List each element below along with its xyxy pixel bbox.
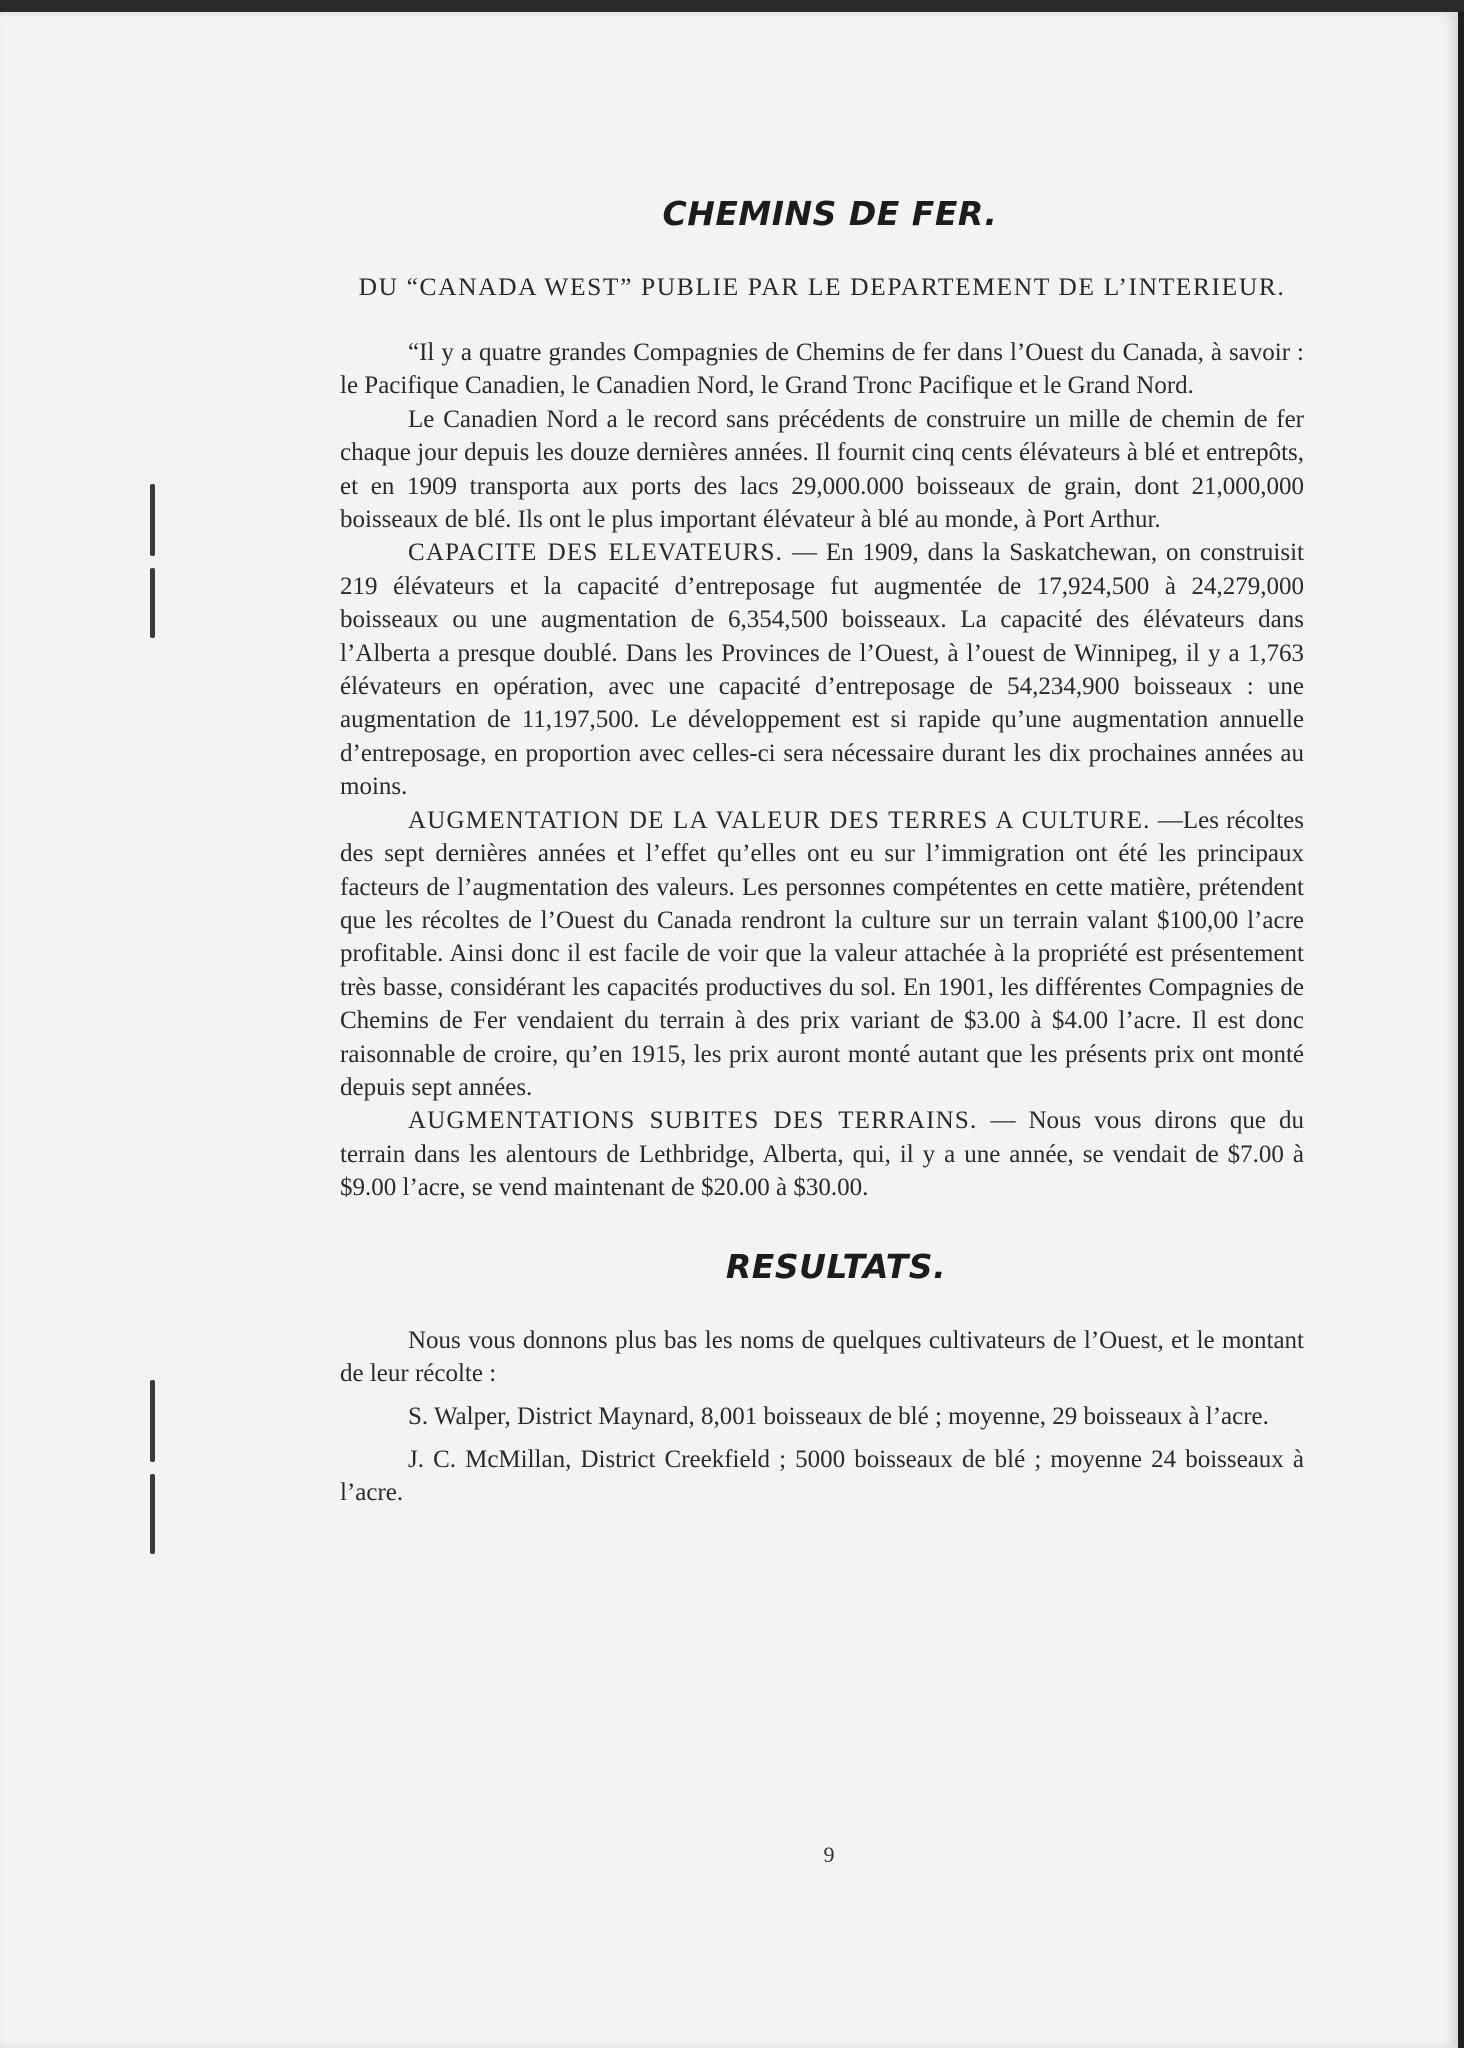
section-text-land-value: —Les récoltes des sept dernières années et l’effet qu’elles ont eu sur l’immigration ont été les principaux facteurs de l’augmentation des valeurs. Les personnes compétentes en cette matière, prétendent que les récoltes de l’Ouest du Canada rendront la culture sur un terrain valant $100,00 l’acre profitable. Ainsi donc il est facile de voir que la valeur attachée à la propriété est présentement très basse, considérant les capacités productives du sol. En 1901, les différentes Compagnies de Chemins de Fer vendaient du terrain à des prix variant de $3.00 à $4.00 l’acre. Il est donc raisonnable de croire, qu’en 1915, les prix auront monté autant que les présents prix ont monté depuis sept années.: [340, 806, 1304, 1101]
results-title: RESULTATS.: [725, 1246, 947, 1286]
section-title-land-value: AUGMENTATION DE LA VALEUR DES TERRES A CULTURE.: [408, 806, 1151, 834]
paragraph-elevators: [340, 536, 1304, 803]
section-title-sudden-increase: AUGMENTATIONS SUBITES DES TERRAINS.: [408, 1107, 978, 1135]
binding-mark-bottom-1: [150, 1380, 155, 1462]
paragraph-land-value: [340, 804, 1304, 1105]
paragraph-canadien-nord: Le Canadien Nord a le record sans précédents de construire un mille de chemin de fer chaque jour depuis les douze dernières années. Il fournit cinq cents élévateurs à blé et entrepôts, et en 1909 transporta aux ports des lacs 29,000.000 boisseaux de grain, dont 21,000,000 boisseaux de blé. Ils ont le plus important élévateur à blé au monde, à Port Arthur.: [340, 405, 1304, 534]
page-number: 9: [823, 1842, 835, 1867]
page-edge-shadow: [1458, 12, 1464, 2048]
binding-mark-top-1: [150, 484, 155, 556]
results-intro: Nous vous donnons plus bas les noms de quelques cultivateurs de l’Ouest, et le montant de leur récolte :: [340, 1326, 1304, 1387]
page-subtitle: DU “CANADA WEST” PUBLIE PAR LE DEPARTEMENT DE L’INTERIEUR.: [358, 272, 1286, 301]
page-title: CHEMINS DE FER.: [662, 194, 998, 233]
section-text-sudden-increase: — Nous vous dirons que du terrain dans les alentours de Lethbridge, Alberta, qui, il y a une année, se vendait de $7.00 à $9.00 l’acre, se vend maintenant de $20.00 à $30.00.: [340, 1107, 1305, 1202]
binding-mark-top-2: [150, 568, 155, 638]
result-entry: S. Walper, District Maynard, 8,001 boisseaux de blé ; moyenne, 29 boisseaux à l’acre.: [408, 1402, 1269, 1430]
section-title-elevators: CAPACITE DES ELEVATEURS.: [408, 539, 784, 567]
paragraph-railway-companies: “Il y a quatre grandes Compagnies de Chemins de fer dans l’Ouest du Canada, à savoir : le Pacifique Canadien, le Canadien Nord, le Grand Tronc Pacifique et le Grand Nord.: [340, 339, 1304, 400]
section-text-elevators: — En 1909, dans la Saskatchewan, on construisit 219 élévateurs et la capacité d’entreposage fut augmentée de 17,924,500 à 24,279,000 boisseaux ou une augmentation de 6,354,500 boisseaux. La capacité des élévateurs dans l’Alberta a presque doublé. Dans les Provinces de l’Ouest, à l’ouest de Winnipeg, il y a 1,763 élévateurs en opération, avec une capacité d’entreposage de 54,234,900 boisseaux : une augmentation de 11,197,500. Le développement est si rapide qu’une augmentation annuelle d’entreposage, en proportion avec celles-ci sera nécessaire durant les dix prochaines années au moins.: [340, 539, 1304, 801]
document-page: [0, 12, 1458, 2048]
paragraph-sudden-increase: [340, 1104, 1304, 1204]
article-body: [340, 194, 1304, 1519]
result-entry: J. C. McMillan, District Creekfield ; 5000 boisseaux de blé ; moyenne 24 boisseaux à l’acre.: [340, 1445, 1304, 1506]
binding-mark-bottom-2: [150, 1474, 155, 1554]
